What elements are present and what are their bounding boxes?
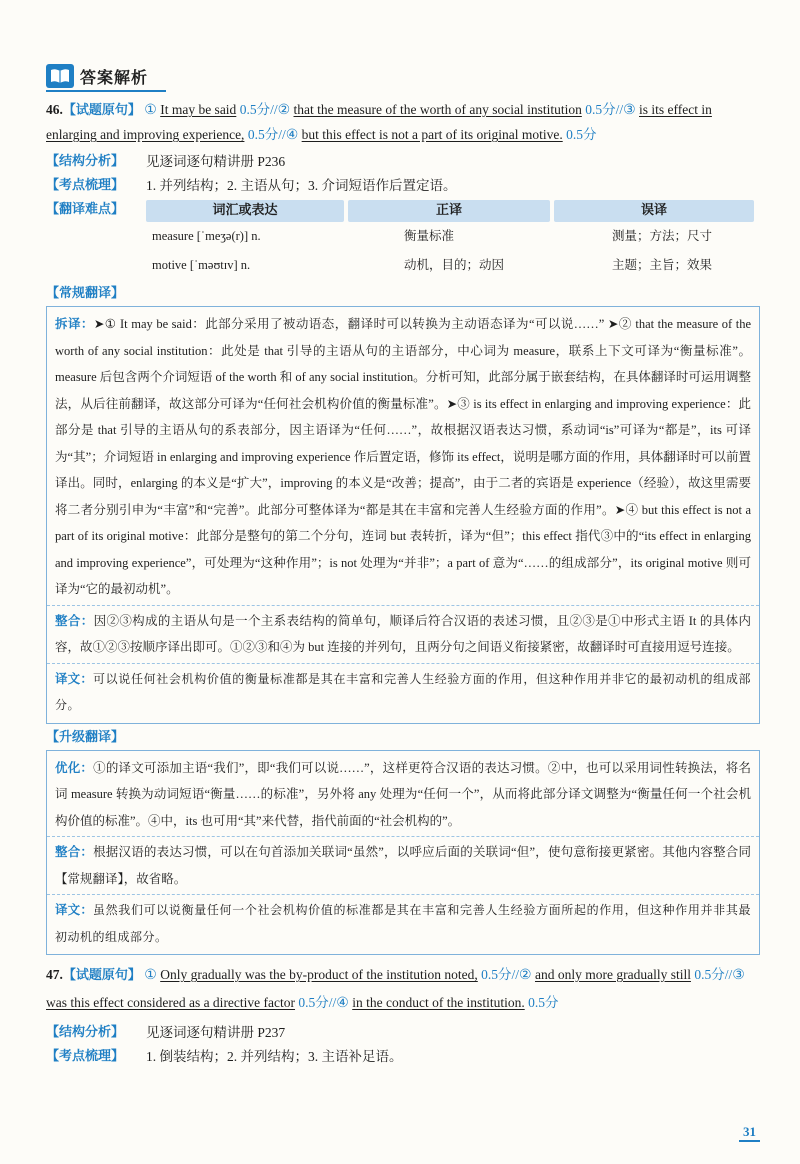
- tag-points: 【考点梳理】: [46, 1049, 125, 1064]
- section-header: [46, 62, 760, 90]
- part-3: was this effect considered as a directive factor: [46, 995, 296, 1010]
- table-cell: measure [ˈmeʒə(r)] n.: [152, 229, 261, 243]
- table-row: [146, 222, 760, 251]
- separator: //: [615, 102, 624, 117]
- score: 0.5分: [694, 967, 725, 982]
- tag-structure: 【结构分析】: [46, 154, 125, 169]
- page-number: 31: [739, 1124, 760, 1142]
- circle-1: ①: [144, 103, 157, 118]
- q47-points: [46, 1045, 760, 1069]
- translation-text: 可以说任何社会机构价值的衡量标准都是其在丰富和完善人生经验方面的作用，但这种作用并非它的最初动机的组成部分。: [55, 671, 751, 712]
- translation: [47, 894, 759, 950]
- integration: [47, 836, 759, 892]
- separator: //: [278, 127, 286, 142]
- structure-text: 见逐词逐句精讲册 P236: [146, 154, 286, 169]
- regular-translation-header: 【常规翻译】: [46, 286, 125, 301]
- part-3: is its effect in enlarging and improving experience,: [46, 102, 712, 142]
- part-4: but this effect is not a part of its original motive.: [301, 127, 563, 142]
- score: 0.5分: [247, 127, 279, 142]
- separator: //: [511, 967, 520, 982]
- q46-points: [46, 174, 760, 198]
- table-header-cell: 误译: [554, 200, 754, 222]
- table-cell: 动机，目的；动因: [404, 258, 505, 272]
- label-translation: 译文：: [55, 670, 93, 686]
- title-underline: [46, 90, 166, 92]
- regular-translation-box: [46, 306, 760, 724]
- answer-page: 答案解析 46.【试题原句】 ① It may be said 0.5分//② that the measure of the worth of any social institution 0.5分//③ is its effect in enlarging and improving experience, 0.5分//④ but this effect is not a part of its original motive. 0.5分 【结构分析】 见逐词逐句精讲册 P236 【考点梳理】 1. 并列结构；2. 主语从句；3. 介词短语作后置定语。 【翻译难点】 词汇或表达 正译 误译 measure [ˈmeʒə(r)] n. 衡量标准 测量；方法；尺寸 motive [ˈməʊtɪv] n. 动机，目的；动因 主题；主旨；效果 【常规翻译】 拆译：➤① It may be said：此部分采用了被动语态，翻译时可以转换为主动语态译为“可以说……” ➤② that the measure of the worth of any social institution：此处是 that 引导的主语从句的主语部分，中心词为 measure，联系上下文可译为“衡量标准”。measure 后包含两个介词短语 of the worth 和 of any social institution。分析可知，此部分属于嵌套结构，在具体翻译时可运用调整法，从后往前翻译，故这部分可译为“任何社会机构价值的衡量标准”。➤③ is its effect in enlarging and improving experience：此部分是 that 引导的主语从句的系表部分，因主语译为“任何……”，故根据汉语表达习惯，系动词“is”可译为“都是”，its 可译为“其”；介词短语 in enlarging and improving experience 作后置定语，修饰 its effect，说明是哪方面的作用，具体翻译时可以前置译出。同时，enlarging 的本义是“扩大”，improving 的本义是“改善；提高”，由于二者的宾语是 experience（经验），故这里需要将二者分别引申为“丰富”和“完善”。此部分可整体译为“都是其在丰富和完善人生经验方面的作用”。➤④ but this effect is not a part of its original motive：此部分是整句的第二个分句，连词 but 表转折，译为“但”；this effect 指代③中的“its effect in enlarging and improving experience”，可处理为“这种作用”；is not 处理为“并非”；a part of 意为“……的组成部分”，its original motive 则可译为“它的最初动机”。 整合：因②③构成的主语从句是一个主系表结构的简单句，顺译后符合汉语的表述习惯，且②③是①中形式主语 It 的具体内容，故①②③按顺序译出即可。①②③和④为 but 连接的并列句，且两分句之间语义衔接紧密，故翻译时可直接用逗号连接。 译文：可以说任何社会机构价值的衡量标准都是其在丰富和完善人生经验方面的作用，但这种作用并非它的最初动机的组成部分。 【升级翻译】 优化：①的译文可添加主语“我们”，即“我们可以说……”，这样更符合汉语的表达习惯。②中，也可以采用词性转换法，将名词 measure 转换为动词短语“衡量……的标准”，另外将 any 处理为“任何一个”，从而将此部分译文调整为“衡量任何一个社会机构价值的标准”。④中，its 也可用“其”来代替，指代前面的“社会机构的”。 整合：根据汉语的表达习惯，可以在句首添加关联词“虽然”，以呼应后面的关联词“但”，使句意衔接更紧密。其他内容整合同【常规翻译】，故省略。 译文：虽然我们可以说衡量任何一个社会机构价值的标准都是其在丰富和完善人生经验方面所起的作用，但这种作用并非其最初动机的组成部分。 47.【试题原句】 ① Only gradually was the by-product of the institution noted, 0.5分//② and only more gradually still 0.5分//③ was this effect considered as a directive factor 0.5分//④ in the conduct of the institution. 0.5分 【结构分析】 见逐词逐句精讲册 P237 【考点梳理】 1. 倒装结构；2. 并列结构；3. 主语补足语。: [46, 62, 760, 1069]
- optimization: [55, 755, 751, 835]
- score: 0.5分: [481, 967, 512, 982]
- table-cell: 测量；方法；尺寸: [612, 229, 713, 243]
- q46-structure: [46, 150, 760, 174]
- tag-original: 【试题原句】: [62, 968, 141, 983]
- table-row: [146, 251, 760, 280]
- score: 0.5分: [585, 102, 616, 117]
- difficulty-table-header: [146, 200, 760, 222]
- part-4: in the conduct of the institution.: [352, 995, 525, 1010]
- table-header-cell: 词汇或表达: [146, 200, 344, 222]
- circle-4: ④: [336, 996, 349, 1011]
- tag-points: 【考点梳理】: [46, 178, 125, 193]
- tag-structure: 【结构分析】: [46, 1025, 125, 1040]
- part-1: It may be said: [160, 102, 237, 117]
- upgrade-translation-box: [46, 750, 760, 956]
- label-translation: 译文：: [55, 902, 93, 917]
- table-header-cell: 正译: [348, 200, 550, 222]
- points-text: 1. 并列结构；2. 主语从句；3. 介词短语作后置定语。: [146, 178, 457, 193]
- question-number: 46.: [46, 102, 63, 117]
- table-cell: motive [ˈməʊtɪv] n.: [152, 258, 251, 272]
- score: 0.5分: [239, 102, 271, 117]
- translation: [47, 663, 759, 719]
- book-icon: [46, 64, 74, 88]
- label-split: 拆译：: [55, 316, 94, 331]
- part-2: that the measure of the worth of any social institution: [293, 102, 582, 117]
- score: 0.5分: [528, 995, 559, 1010]
- translation-text: 虽然我们可以说衡量任何一个社会机构价值的标准都是其在丰富和完善人生经验方面所起的作用，但这种作用并非其最初动机的组成部分。: [55, 903, 751, 944]
- score: 0.5分: [566, 127, 597, 142]
- split-text: ➤① It may be said：此部分采用了被动语态，翻译时可以转换为主动语态译为“可以说……” ➤② that the measure of the worth of any social institution：此处是 that 引导的主语从句的主语部分，中心词为 measure，联系上下文可译为“衡量标准”。measure 后包含两个介词短语 of the worth 和 of any social institution。分析可知，此部分属于嵌套结构，在具体翻译时可运用调整法，从后往前翻译，故这部分可译为“任何社会机构价值的衡量标准”。➤③ is its effect in enlarging and improving experience：此部分是 that 引导的主语从句的系表部分，因主语译为“任何……”，故根据汉语表达习惯，系动词“is”可译为“都是”，its 可译为“其”；介词短语 in enlarging and improving experience 作后置定语，修饰 its effect，说明是哪方面的作用，具体翻译时可以前置译出。同时，enlarging 的本义是“扩大”，improving 的本义是“改善；提高”，由于二者的宾语是 experience（经验），故这里需要将二者分别引申为“丰富”和“完善”。此部分可整体译为“都是其在丰富和完善人生经验方面的作用”。➤④ but this effect is not a part of its original motive：此部分是整句的第二个分句，连词 but 表转折，译为“但”；this effect 指代③中的“its effect in enlarging and improving experience”，可处理为“这种作用”；is not 处理为“并非”；a part of 意为“……的组成部分”，its original motive 则可译为“它的最初动机”。: [55, 317, 751, 596]
- upgrade-translation-header: 【升级翻译】: [46, 729, 125, 745]
- tag-original: 【试题原句】: [62, 103, 141, 118]
- circle-3: ③: [732, 968, 745, 983]
- label-integration: 整合：: [55, 844, 94, 859]
- part-2: and only more gradually still: [534, 967, 691, 982]
- table-cell: 衡量标准: [404, 229, 455, 243]
- circle-4: ④: [285, 128, 299, 143]
- part-1: Only gradually was the by-product of the institution noted,: [160, 967, 478, 982]
- optimization-text: ①的译文可添加主语“我们”，即“我们可以说……”，这样更符合汉语的表达习惯。②中，也可以采用词性转换法，将名词 measure 转换为动词短语“衡量……的标准”，另外将 any 处理为“任何一个”，从而将此部分译文调整为“衡量任何一个社会机构价值的标准”。④中，its 也可用“其”来代替，指代前面的“社会机构的”。: [55, 760, 751, 828]
- section-title: 答案解析: [80, 67, 149, 87]
- separator: //: [270, 102, 278, 117]
- circle-2: ②: [519, 968, 532, 983]
- label-integration: 整合：: [55, 612, 94, 628]
- integration-text: 根据汉语的表达习惯，可以在句首添加关联词“虽然”，以呼应后面的关联词“但”，使句意衔接更紧密。其他内容整合同【常规翻译】，故省略。: [55, 845, 751, 886]
- question-number: 47.: [46, 967, 63, 982]
- q47-structure: [46, 1021, 760, 1045]
- split-translation: [55, 311, 751, 603]
- circle-3: ③: [623, 103, 636, 118]
- q47-original: [46, 961, 760, 1017]
- separator: //: [328, 995, 337, 1010]
- points-text: 1. 倒装结构；2. 并列结构；3. 主语补足语。: [146, 1049, 403, 1064]
- label-optimization: 优化：: [55, 759, 94, 775]
- structure-text: 见逐词逐句精讲册 P237: [146, 1025, 286, 1040]
- integration-text: 因②③构成的主语从句是一个主系表结构的简单句，顺译后符合汉语的表述习惯，且②③是①中形式主语 It 的具体内容，故①②③按顺序译出即可。①②③和④为 but 连接的并列句，且两分句之间语义衔接紧密，故翻译时可直接用逗号连接。: [55, 613, 751, 654]
- circle-1: ①: [144, 968, 157, 983]
- table-cell: 主题；主旨；效果: [612, 258, 713, 272]
- circle-2: ②: [277, 103, 291, 118]
- q46-original: [46, 98, 760, 148]
- integration: [47, 605, 759, 661]
- score: 0.5分: [298, 995, 329, 1010]
- separator: //: [724, 967, 733, 982]
